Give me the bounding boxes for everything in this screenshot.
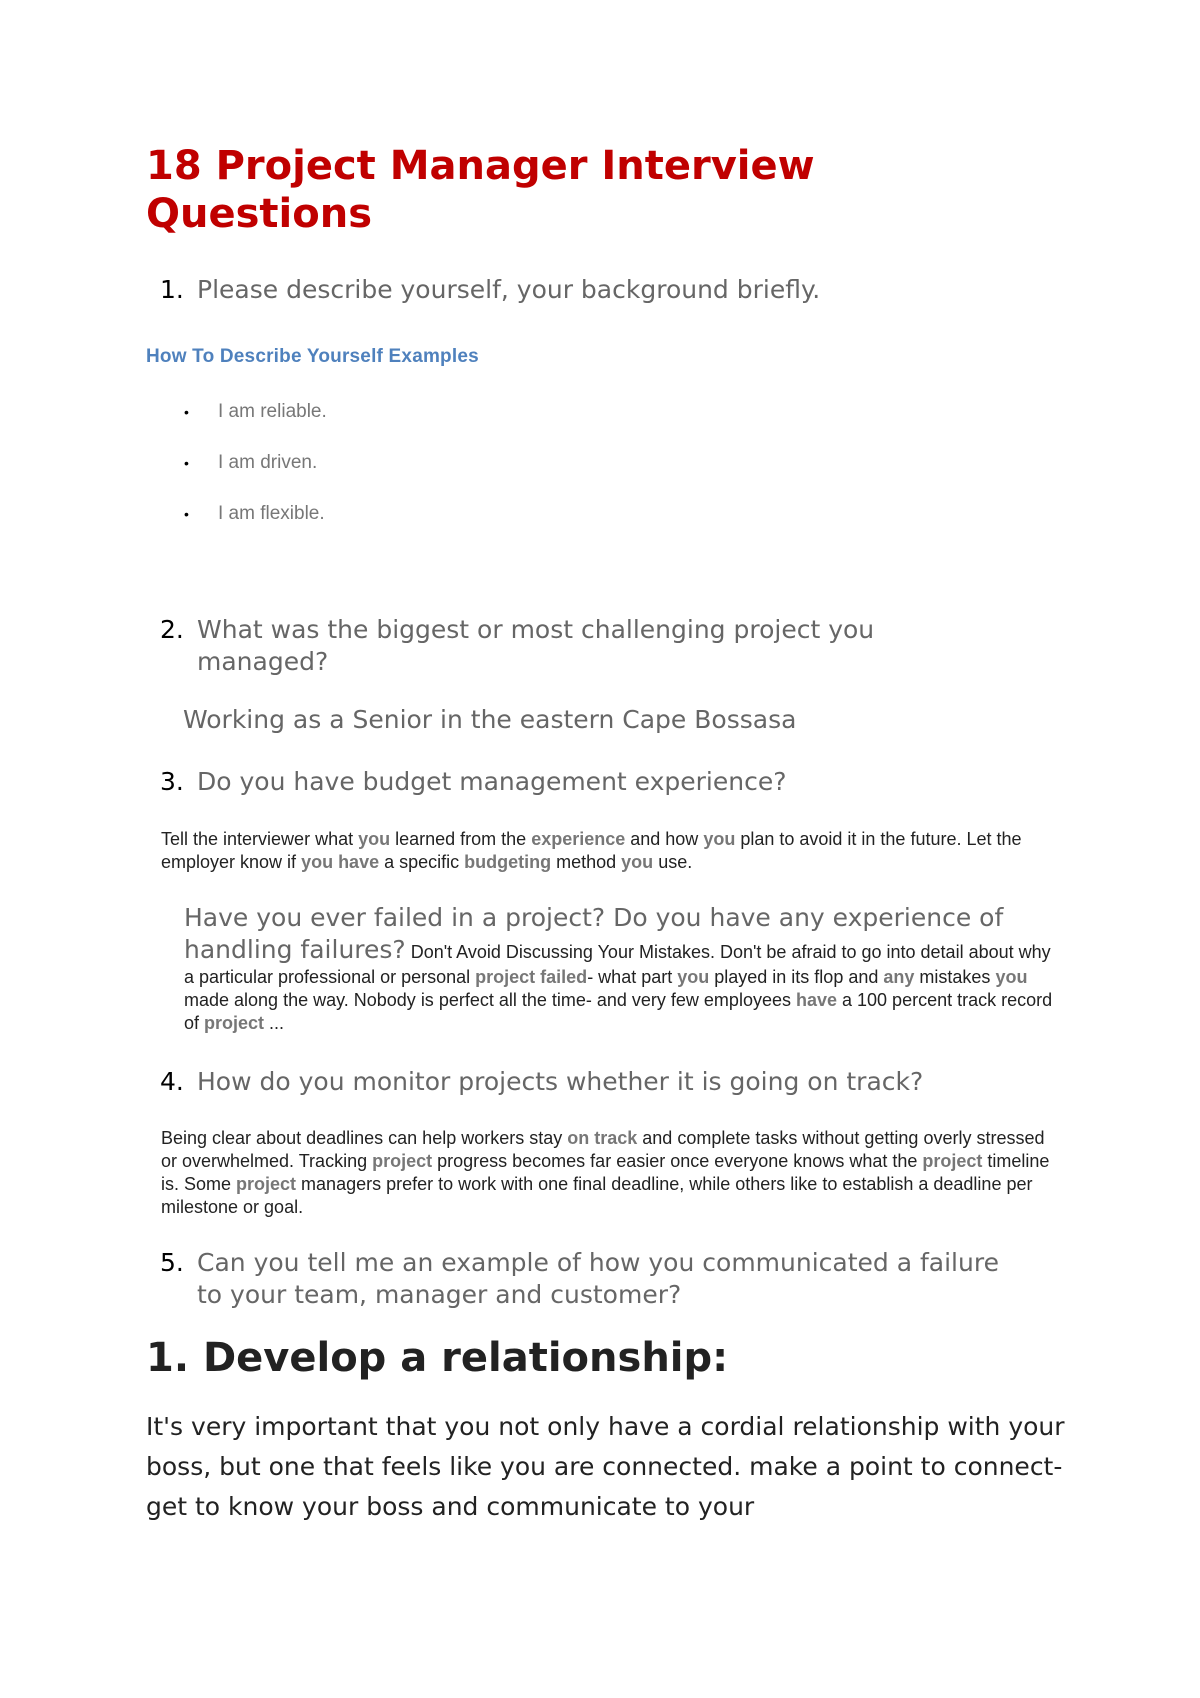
keyword: project — [204, 1013, 265, 1033]
section-paragraph: It's very important that you not only have a cordial relationship with your boss, but one that feels like you are connected. make a point to connect- get to know your boss and communicate to your — [146, 1412, 1065, 1521]
question-text: Can you tell me an example of how you communicated a failure to your team, manager and customer? — [197, 1248, 999, 1309]
failure-question: Have you ever failed in a project? Do you have any experience of handling failures? — [184, 903, 1004, 964]
question-number: 5. — [160, 1248, 184, 1277]
keyword: you — [703, 829, 736, 849]
list-item-text: I am flexible. — [218, 503, 325, 524]
text-run: plan to avoid it in the future. Let the employer know if — [161, 829, 1022, 872]
text-run: managers prefer to work with one final deadline, while others like to establish a deadline per milestone or goal. — [161, 1174, 1033, 1217]
question-5 — [160, 1247, 1000, 1311]
text-run: - what part — [587, 967, 678, 987]
question-number: 1. — [160, 275, 184, 304]
text-run: Tell the interviewer what — [161, 829, 359, 849]
keyword: project — [236, 1174, 297, 1194]
document-title: 18 Project Manager Interview Questions — [146, 143, 815, 237]
keyword: project — [922, 1151, 983, 1171]
keyword: you — [677, 967, 710, 987]
keyword: you — [358, 829, 391, 849]
text-run: Don't Avoid Discussing Your Mistakes. Don't be afraid to go into detail about why a particular professional or personal — [184, 942, 1051, 987]
question-3-paragraph — [161, 828, 1051, 874]
text-run: played in its flop and — [709, 967, 884, 987]
text-run: method — [551, 852, 622, 872]
question-2-answer: Working as a Senior in the eastern Cape Bossasa — [183, 705, 797, 734]
keyword: project failed — [475, 967, 588, 987]
bullet-icon: • — [184, 404, 189, 420]
text-run: ... — [264, 1013, 285, 1033]
bullet-icon: • — [184, 506, 189, 522]
question-2 — [160, 614, 960, 678]
question-text: What was the biggest or most challenging project you managed? — [197, 615, 875, 676]
examples-subheading: How To Describe Yourself Examples — [146, 346, 479, 367]
question-text: Please describe yourself, your background briefly. — [197, 275, 821, 304]
section-heading: 1. Develop a relationship: — [146, 1335, 729, 1381]
keyword: budgeting — [464, 852, 552, 872]
text-run: and complete tasks without getting overly stressed or overwhelmed. Tracking — [161, 1128, 1045, 1171]
question-1 — [160, 274, 1060, 306]
list-item-text: I am reliable. — [218, 401, 327, 422]
question-number: 2. — [160, 615, 184, 644]
question-4-paragraph — [161, 1127, 1056, 1219]
keyword: any — [883, 967, 915, 987]
question-3 — [160, 766, 1060, 798]
text-run: a specific — [379, 852, 465, 872]
keyword: experience — [531, 829, 626, 849]
list-item-text: I am driven. — [218, 452, 318, 473]
question-number: 4. — [160, 1067, 184, 1096]
text-run: and how — [625, 829, 704, 849]
keyword: you have — [301, 852, 380, 872]
text-run: mistakes — [914, 967, 996, 987]
keyword: you — [621, 852, 654, 872]
keyword: you — [995, 967, 1028, 987]
keyword: have — [795, 990, 838, 1010]
bullet-icon: • — [184, 455, 189, 471]
text-run: made along the way. Nobody is perfect all the time- and very few employees — [184, 990, 796, 1010]
failure-paragraph — [184, 902, 1054, 1035]
text-run: timeline is. Some — [161, 1151, 1050, 1194]
text-run: Being clear about deadlines can help workers stay — [161, 1128, 568, 1148]
text-run: use. — [653, 852, 693, 872]
keyword: project — [372, 1151, 433, 1171]
text-run: learned from the — [390, 829, 532, 849]
text-run: progress becomes far easier once everyone knows what the — [432, 1151, 923, 1171]
text-run: a 100 percent track record of — [184, 990, 1053, 1033]
question-4 — [160, 1066, 1060, 1098]
question-number: 3. — [160, 767, 184, 796]
question-text: Do you have budget management experience? — [197, 767, 787, 796]
keyword: on track — [567, 1128, 638, 1148]
question-text: How do you monitor projects whether it is going on track? — [197, 1067, 924, 1096]
